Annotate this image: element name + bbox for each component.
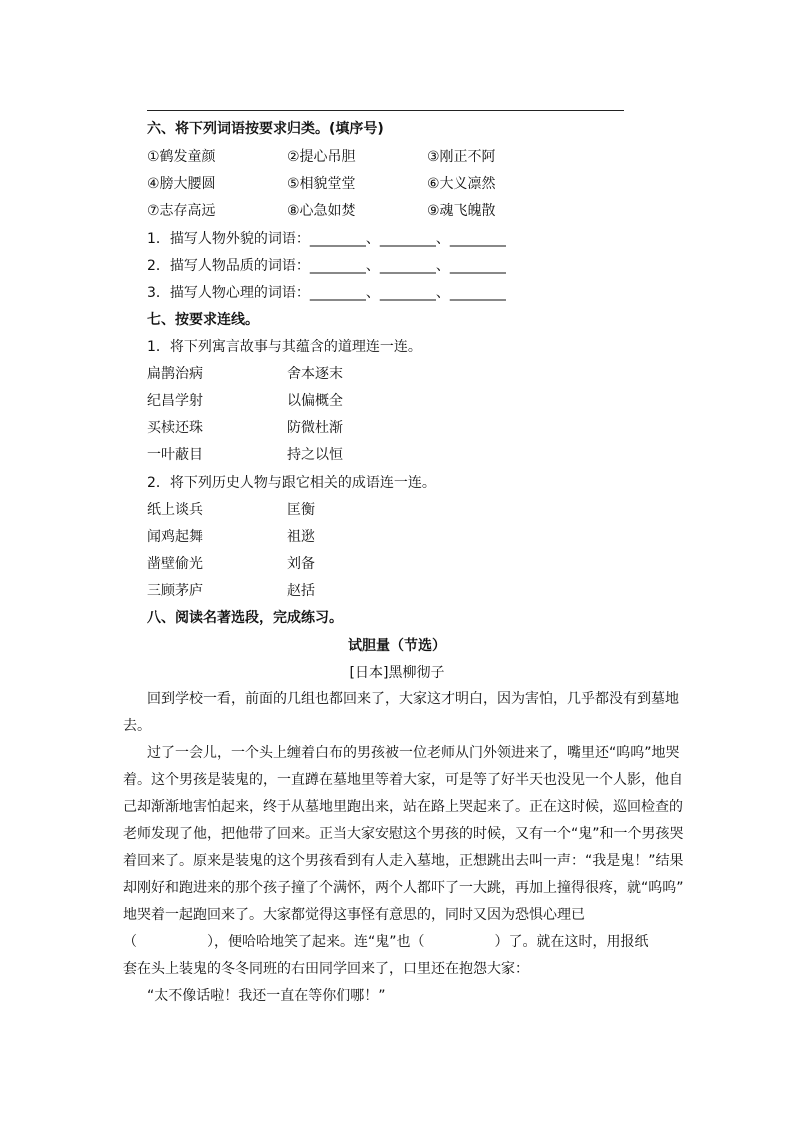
text-line: 己却渐渐地害怕起来，终于从墓地里跑出来，站在路上哭起来了。正在这时候，巡回检查的 (123, 799, 683, 815)
word-item: ⑥大义凛然 (427, 176, 496, 192)
text-line: 回到学校一看，前面的几组也都回来了，大家这才明白，因为害怕，几乎都没有到墓地 (147, 691, 679, 707)
text-line: 过了一会儿，一个头上缠着白布的男孩被一位老师从门外领进来了，嘴里还“呜呜”地哭 (147, 745, 680, 761)
fable-name: 买椟还珠 (147, 420, 203, 436)
idiom: 闻鸡起舞 (147, 529, 203, 545)
moral: 持之以恒 (287, 447, 343, 463)
section6-heading: 六、将下列词语按要求归类。(填序号) (147, 121, 384, 137)
question-appearance: 1．描写人物外貌的词语：________、________、________ (147, 231, 506, 247)
section8-heading: 八、阅读名著选段，完成练习。 (147, 610, 343, 626)
word-row-1 (147, 147, 647, 167)
word-item: ④膀大腰圆 (147, 176, 216, 192)
section7-q2: 2．将下列历史人物与跟它相关的成语连一连。 (147, 475, 436, 491)
match-pair (147, 554, 447, 574)
match-pair (147, 418, 447, 438)
match-pair (147, 500, 447, 520)
moral: 舍本逐末 (287, 366, 343, 382)
historical-figure: 刘备 (287, 556, 315, 572)
text-line-with-blanks: （ ），便哈哈地笑了起来。连“鬼”也（ ）了。就在这时，用报纸 (123, 934, 649, 950)
word-row-3 (147, 201, 647, 221)
passage-paragraph-1 (123, 686, 679, 740)
word-item: ⑧心急如焚 (287, 203, 356, 219)
moral: 防微杜渐 (287, 420, 343, 436)
passage-paragraph-2 (123, 740, 684, 983)
historical-figure: 赵括 (287, 583, 315, 599)
fable-name: 纪昌学射 (147, 393, 203, 409)
match-pair (147, 527, 447, 547)
text-line: “太不像话啦！我还一直在等你们哪！” (147, 988, 386, 1004)
historical-figure: 匡衡 (287, 502, 315, 518)
passage-author: [日本]黑柳彻子 (349, 665, 445, 681)
section7-q1: 1．将下列寓言故事与其蕴含的道理连一连。 (147, 339, 422, 355)
fable-name: 扁鹊治病 (147, 366, 203, 382)
idiom: 纸上谈兵 (147, 502, 203, 518)
match-pair (147, 581, 447, 601)
passage-title: 试胆量（节选） (348, 638, 446, 654)
text-line: 去。 (123, 718, 151, 734)
historical-figure: 祖逖 (287, 529, 315, 545)
text-line: 套在头上装鬼的冬冬同班的右田同学回来了，口里还在抱怨大家： (123, 961, 529, 977)
word-item: ⑤相貌堂堂 (287, 176, 356, 192)
text-line: 着。这个男孩是装鬼的，一直蹲在墓地里等着大家，可是等了好半天也没见一个人影，他自 (123, 772, 683, 788)
text-line: 地哭着一起跑回来了。大家都觉得这事怪有意思的，同时又因为恐惧心理已 (123, 907, 585, 923)
word-item: ①鹤发童颜 (147, 149, 216, 165)
section7-heading: 七、按要求连线。 (147, 312, 259, 328)
word-row-2 (147, 174, 647, 194)
text-line: 着回来了。原来是装鬼的这个男孩看到有人走入墓地，正想跳出去叫一声：“我是鬼！”结果 (123, 853, 684, 869)
word-item: ③刚正不阿 (427, 149, 496, 165)
top-divider (147, 110, 624, 111)
moral: 以偏概全 (287, 393, 343, 409)
match-pair (147, 364, 447, 384)
fable-name: 一叶蔽目 (147, 447, 203, 463)
idiom: 凿壁偷光 (147, 556, 203, 572)
text-line: 却刚好和跑进来的那个孩子撞了个满怀，两个人都吓了一大跳，再加上撞得很疼，就“呜呜” (123, 880, 684, 896)
question-mind: 3．描写人物心理的词语：________、________、________ (147, 285, 506, 301)
passage-paragraph-3 (123, 983, 675, 1010)
word-item: ⑦志存高远 (147, 203, 216, 219)
match-pair (147, 391, 447, 411)
word-item: ⑨魂飞魄散 (427, 203, 496, 219)
text-line: 老师发现了他，把他带了回来。正当大家安慰这个男孩的时候，又有一个“鬼”和一个男孩哭 (123, 826, 684, 842)
question-character: 2．描写人物品质的词语：________、________、________ (147, 258, 506, 274)
word-item: ②提心吊胆 (287, 149, 356, 165)
match-pair (147, 445, 447, 465)
idiom: 三顾茅庐 (147, 583, 203, 599)
